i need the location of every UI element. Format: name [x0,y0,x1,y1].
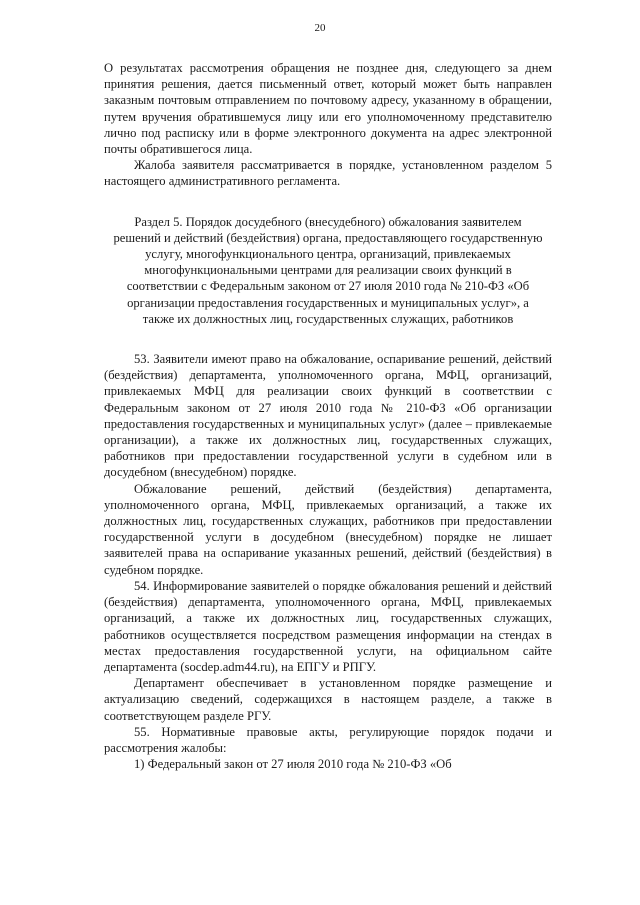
paragraph-53: 53. Заявители имеют право на обжалование, оспаривание решений, действий (бездействия) департамента, уполномоченного органа, МФЦ, организаций, привлекаемых МФЦ для реализации своих функций в соответствии с Федеральным законом от 27 июля 2010 года № 210-ФЗ «Об организации предоставления государственных и муниципальных услуг» (далее – привлекаемые организации), а также их должностных лиц, государственных служащих, работников при предоставлении государственной услуги в судебном или в досудебном (внесудебном) порядке. [104,352,552,480]
page-number: 20 [314,22,326,34]
paragraph-law-item: 1) Федеральный закон от 27 июля 2010 года № 210-ФЗ «Об [134,757,452,772]
intro-paragraph: О результатах рассмотрения обращения не позднее дня, следующего за днем принятия решения, дается письменный ответ, который может быть направлен заказным почтовым отправлением по почтовому адресу, указанному в обращении, путем вручения обратившемуся лицу или его уполномоченному представителю лично под расписку или в форме электронного документа на адрес электронной почты обратившегося лица. [104,61,552,157]
paragraph-55: 55. Нормативные правовые акты, регулирующие порядок подачи и рассмотрения жалобы: [104,724,552,755]
document-body [104,60,552,772]
paragraph-appeal: Обжалование решений, действий (бездействия) департамента, уполномоченного органа, МФЦ, привлекаемых организаций, а также их должностных лиц, государственных служащих, работников при предоставлении государственной услуги в досудебном (внесудебном) порядке не лишает заявителей права на оспаривание указанных решений, действий (бездействия) в судебном порядке. [104,481,552,577]
section-title: Раздел 5. Порядок досудебного (внесудебного) обжалования заявителем решений и действий (бездействия) органа, предоставляющего государственную услугу, многофункционального центра, организаций, привлекаемых многофункциональными центрами для реализации своих функций в соответствии с Федеральным законом от 27 июля 2010 года № 210-ФЗ «Об организации предоставления государственных и муниципальных услуг», а также их должностных лиц, государственных служащих, работников [113,214,543,326]
intro-paragraph: Жалоба заявителя рассматривается в порядке, установленном разделом 5 настоящего административного регламента. [104,158,552,189]
paragraph-department: Департамент обеспечивает в установленном порядке размещение и актуализацию сведений, содержащихся в настоящем разделе, а также в соответствующем разделе РГУ. [104,676,552,723]
paragraph-54: 54. Информирование заявителей о порядке обжалования решений и действий (бездействия) департамента, уполномоченного органа, МФЦ, привлекаемых организаций, а также их должностных лиц, государственных служащих, работников осуществляется посредством размещения информации на стендах в местах предоставления государственной услуги, на официальном сайте департамента (socdep.adm44.ru), на ЕПГУ и РПГУ. [104,578,552,674]
